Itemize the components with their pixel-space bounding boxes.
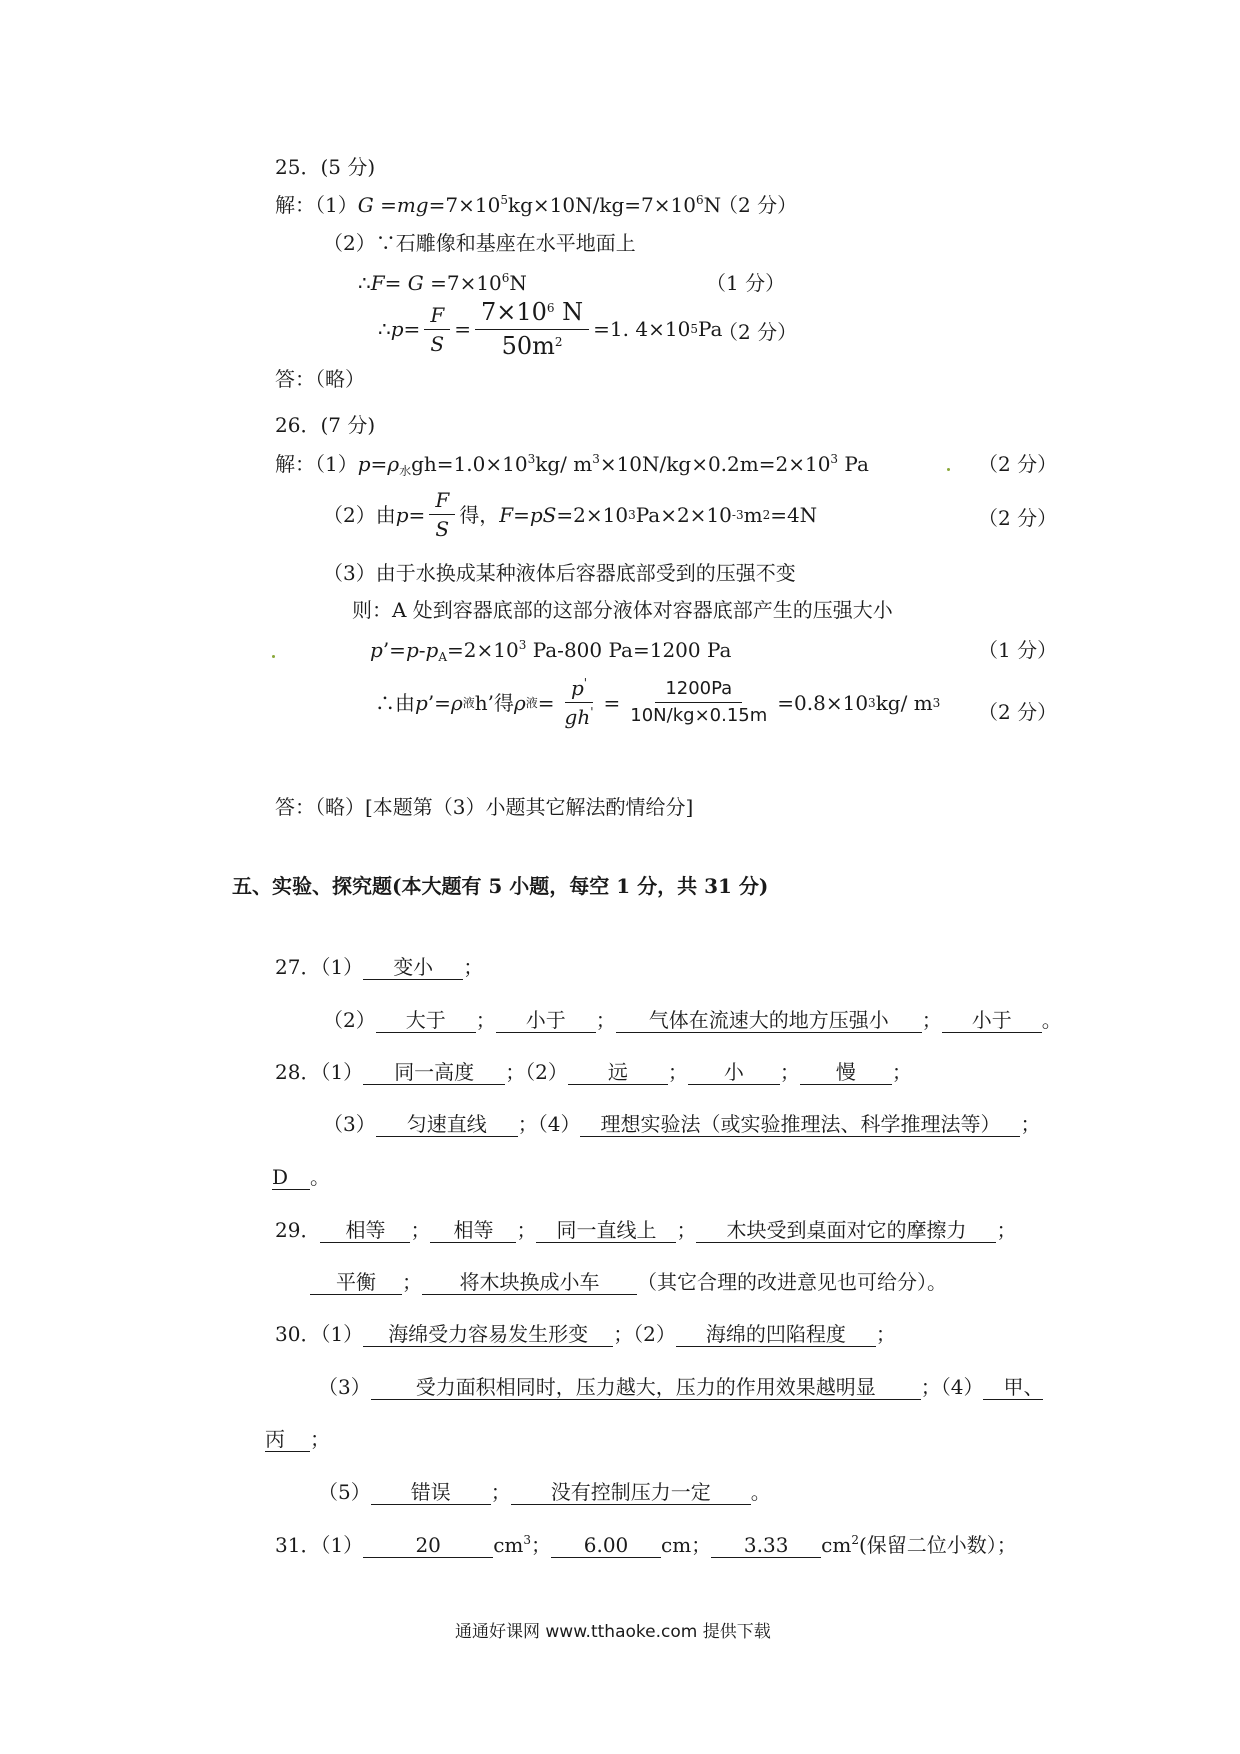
- q26-step4: 则：A 处到容器底部的这部分液体对容器底部产生的压强大小: [352, 598, 893, 622]
- answer-blank: 海绵受力容易发生形变: [363, 1323, 613, 1347]
- q25-step3: ∴F= $G =7\times 10^6N$: [358, 271, 527, 295]
- answer-blank: 相等: [430, 1219, 516, 1243]
- answer-blank: 相等: [320, 1219, 410, 1243]
- q25-step4: ∴ p = $\frac{F}{S}$ = $\frac{7\times 10^6 N}{50m^2}$ =1. 4×10 5 Pa: [378, 298, 723, 360]
- answer-blank: D: [272, 1166, 310, 1190]
- q26-step2: （2）由 p = $\frac{F}{S}$ 得， F = pS =2×10 3 Pa×2×10 -3 m 2 =4N: [323, 488, 818, 541]
- fraction-pressure-over-gh: $\frac{1200Pa}{10N/kg\times 0.15m}$: [630, 678, 768, 726]
- q26-step6-score: （2 分）: [978, 700, 1058, 724]
- fraction-F-over-S: $\frac{F}{S}$: [429, 488, 455, 541]
- speck: [272, 655, 275, 658]
- answer-blank: 海绵的凹陷程度: [676, 1323, 876, 1347]
- q26-step5: $p’=p-p_A=2\times 10^3$ Pa-800 Pa=1200 Pa: [370, 638, 732, 664]
- fraction-force-over-area: $\frac{7\times 10^6 N}{50m^2}$: [475, 298, 589, 361]
- answer-blank: 20: [363, 1534, 493, 1558]
- q26-step1-score: （2 分）: [978, 452, 1058, 476]
- answer-blank: 远: [568, 1061, 668, 1085]
- q25-step1: 解：$(1)G =mg=7\times 10^5kg\times 10N/kg=7\times 10^6N$: [275, 193, 722, 217]
- q28-line1: 28．（1） 同一高度 ；（2） 远 ； 小 ； 慢 ；: [275, 1060, 912, 1084]
- answer-blank: 同一高度: [363, 1061, 505, 1085]
- answer-blank: 理想实验法（或实验推理法、科学推理法等）: [580, 1113, 1020, 1137]
- answer-blank: 6.00: [551, 1534, 661, 1558]
- answer-blank: 没有控制压力一定: [511, 1481, 751, 1505]
- answer-blank: 将木块换成小车: [422, 1271, 637, 1295]
- q26-step5-score: （1 分）: [978, 638, 1058, 662]
- section-title: 五、实验、探究题(本大题有 5 小题，每空 1 分，共 31 分): [232, 874, 769, 898]
- q31-line1: 31．（1） 20 $cm^3$； 6.00 cm； 3.33 $cm^2$(保留二位小数）；: [275, 1533, 1017, 1557]
- q26-step3: （3）由于水换成某种液体后容器底部受到的压强不变: [323, 561, 796, 585]
- q27-line1: 27．（1） 变小 ；: [275, 955, 484, 979]
- q25-step1-score: （2 分）: [718, 193, 798, 217]
- fraction-p-over-gh: $\frac{p'}{gh'}$: [564, 676, 594, 729]
- q30-line3: 丙 ；: [265, 1427, 330, 1451]
- answer-blank: 小: [688, 1061, 780, 1085]
- q25-step4-score: （2 分）: [718, 320, 798, 344]
- q26-answer: 答：（略）[本题第（3）小题其它解法酌情给分]: [275, 795, 694, 819]
- answer-blank: 丙: [265, 1428, 310, 1452]
- q25-step2: （2）∵石雕像和基座在水平地面上: [323, 231, 636, 255]
- answer-blank: 变小: [363, 956, 463, 980]
- answer-blank: 同一直线上: [536, 1219, 676, 1243]
- q26-header: 26．(7 分): [275, 413, 376, 437]
- answer-blank: 小于: [942, 1009, 1042, 1033]
- answer-blank: 大于: [376, 1009, 476, 1033]
- page-footer: 通通好课网 www.tthaoke.com 提供下载: [455, 1622, 771, 1642]
- q30-line2: （3） 受力面积相同时，压力越大，压力的作用效果越明显 ；（4） 甲、: [318, 1375, 1044, 1399]
- q26-step1: 解：$(1)p=\rho_水gh=1.0\times 10^3kg/$ $m^3\times 10N/kg\times 0.2m=2\times 10^3$ Pa: [275, 452, 869, 478]
- q26-step6: ∴由 p ’= ρ 液 h’得 ρ 液 = $\frac{p'}{gh'}$ = $\frac{1200Pa}{10N/kg\times 0.15m}$ =0.8×10 3 kg/ m 3: [375, 676, 941, 729]
- answer-blank: 受力面积相同时，压力越大，压力的作用效果越明显: [371, 1376, 921, 1400]
- answer-blank: 平衡: [310, 1271, 402, 1295]
- answer-blank: 木块受到桌面对它的摩擦力: [696, 1219, 996, 1243]
- q30-line4: （5） 错误 ； 没有控制压力一定 。: [318, 1480, 771, 1504]
- answer-blank: 小于: [496, 1009, 596, 1033]
- q29-line1: 29． 相等 ； 相等 ； 同一直线上 ； 木块受到桌面对它的摩擦力 ；: [275, 1218, 1017, 1242]
- answer-blank: 匀速直线: [376, 1113, 518, 1137]
- q29-line2: 平衡 ； 将木块换成小车 （其它合理的改进意见也可给分）。: [310, 1270, 947, 1295]
- answer-blank: 甲、: [983, 1376, 1043, 1400]
- fraction-F-over-S: $\frac{F}{S}$: [424, 303, 450, 356]
- answer-blank: 3.33: [711, 1534, 821, 1558]
- q30-line1: 30．（1） 海绵受力容易发生形变 ；（2） 海绵的凹陷程度 ；: [275, 1322, 896, 1346]
- q28-line2: （3） 匀速直线 ；（4） 理想实验法（或实验推理法、科学推理法等） ；: [323, 1112, 1041, 1136]
- speck: [947, 468, 950, 471]
- q25-header: 25．(5 分): [275, 155, 376, 179]
- answer-blank: 慢: [800, 1061, 892, 1085]
- q27-line2: （2） 大于 ； 小于 ； 气体在流速大的地方压强小 ； 小于 。: [323, 1008, 1062, 1032]
- answer-blank: 气体在流速大的地方压强小: [616, 1009, 922, 1033]
- q25-step3-score: （1 分）: [706, 271, 786, 295]
- answer-blank: 错误: [371, 1481, 491, 1505]
- q28-line3: D 。: [272, 1165, 330, 1189]
- q25-answer: 答：（略）: [275, 367, 365, 391]
- q26-step2-score: （2 分）: [978, 506, 1058, 530]
